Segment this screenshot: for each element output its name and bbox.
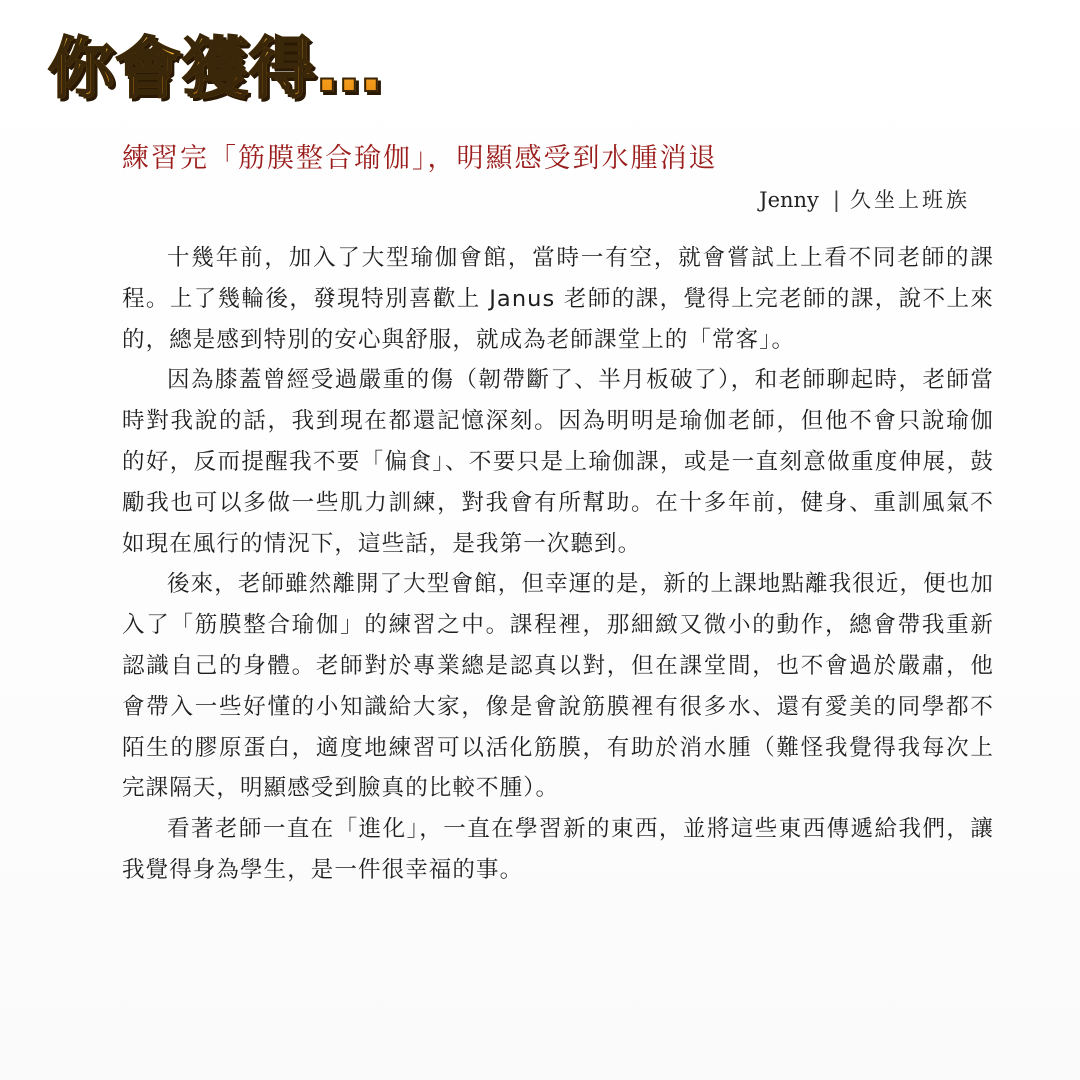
banner-title: 你會獲得… [48, 30, 383, 107]
author-byline [759, 184, 970, 214]
testimonial-body [122, 238, 994, 891]
body-paragraph-3: 後來，老師雖然離開了大型會館，但幸運的是，新的上課地點離我很近，便也加入了「筋膜整合瑜伽」的練習之中。課程裡，那細緻又微小的動作，總會帶我重新認識自己的身體。老師對於專業總是認真以對，但在課堂間，也不會過於嚴肅，他會帶入一些好懂的小知識給大家，像是會說筋膜裡有很多水、還有愛美的同學都不陌生的膠原蛋白，適度地練習可以活化筋膜，有助於消水腫（難怪我覺得我每次上完課隔天，明顯感受到臉真的比較不腫）。 [122, 571, 994, 802]
body-paragraph-1: 十幾年前，加入了大型瑜伽會館，當時一有空，就會嘗試上上看不同老師的課程。上了幾輪後，發現特別喜歡上 Janus 老師的課，覺得上完老師的課，說不上來的，總是感到特別的安心與舒服，就成為老師課堂上的「常客」。 [122, 245, 994, 353]
body-paragraph-2: 因為膝蓋曾經受過嚴重的傷（韌帶斷了、半月板破了），和老師聊起時，老師當時對我說的話，我到現在都還記憶深刻。因為明明是瑜伽老師，但他不會只說瑜伽的好，反而提醒我不要「偏食」、不要只是上瑜伽課，或是一直刻意做重度伸展，鼓勵我也可以多做一些肌力訓練，對我會有所幫助。在十多年前，健身、重訓風氣不如現在風行的情況下，這些話，是我第一次聽到。 [122, 367, 994, 557]
body-paragraph-4: 看著老師一直在「進化」，一直在學習新的東西，並將這些東西傳遞給我們，讓我覺得身為學生，是一件很幸福的事。 [122, 816, 994, 883]
testimonial-headline: 練習完「筋膜整合瑜伽」，明顯感受到水腫消退 [122, 143, 718, 174]
author-role: 久坐上班族 [850, 188, 970, 212]
author-name: Jenny [759, 188, 819, 212]
byline-separator: | [832, 188, 840, 212]
